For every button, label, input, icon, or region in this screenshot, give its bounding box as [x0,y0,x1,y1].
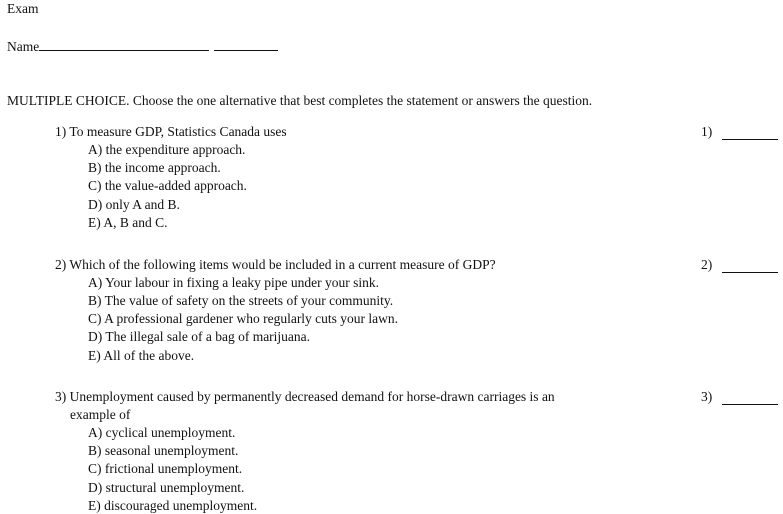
question-text: Which of the following items would be included in a current measure of GDP? [69,257,496,272]
question-number: 2) [55,257,67,272]
question-stem [55,388,555,405]
option-e[interactable]: E) A, B and C. [88,215,168,230]
answer-blank[interactable] [722,138,778,140]
question-text: To measure GDP, Statistics Canada uses [69,124,287,139]
answer-number: 1) [701,124,713,139]
option-a[interactable]: A) Your labour in fixing a leaky pipe under your sink. [88,275,379,290]
option-b[interactable]: B) The value of safety on the streets of your community. [88,293,394,308]
answer-blank[interactable] [722,271,778,273]
option-d[interactable]: D) The illegal sale of a bag of marijuana. [88,329,311,344]
option-e[interactable]: E) discouraged unemployment. [88,498,258,513]
question-stem [55,123,287,140]
option-d[interactable]: D) structural unemployment. [88,480,245,495]
instructions: MULTIPLE CHOICE. Choose the one alternative that best completes the statement or answers the question. [7,93,593,108]
option-c[interactable]: C) A professional gardener who regularly cuts your lawn. [88,311,399,326]
option-c[interactable]: C) the value-added approach. [88,178,247,193]
question-text-continued: example of [70,407,131,422]
question-stem [55,256,496,273]
answer-blank[interactable] [722,403,778,405]
option-e[interactable]: E) All of the above. [88,348,195,363]
name-field-line[interactable] [39,37,209,51]
option-b[interactable]: B) seasonal unemployment. [88,443,239,458]
name-label: Name [7,39,40,54]
question-number: 1) [55,124,67,139]
answer-number: 3) [701,389,713,404]
option-d[interactable]: D) only A and B. [88,197,180,212]
name-row [7,37,278,55]
option-a[interactable]: A) the expenditure approach. [88,142,246,157]
exam-label: Exam [7,1,39,16]
question-number: 3) [55,389,67,404]
answer-number: 2) [701,257,713,272]
option-a[interactable]: A) cyclical unemployment. [88,425,236,440]
option-c[interactable]: C) frictional unemployment. [88,461,243,476]
question-text: Unemployment caused by permanently decreased demand for horse-drawn carriages is an [69,389,555,404]
option-b[interactable]: B) the income approach. [88,160,221,175]
name-field-line-2[interactable] [214,37,278,51]
